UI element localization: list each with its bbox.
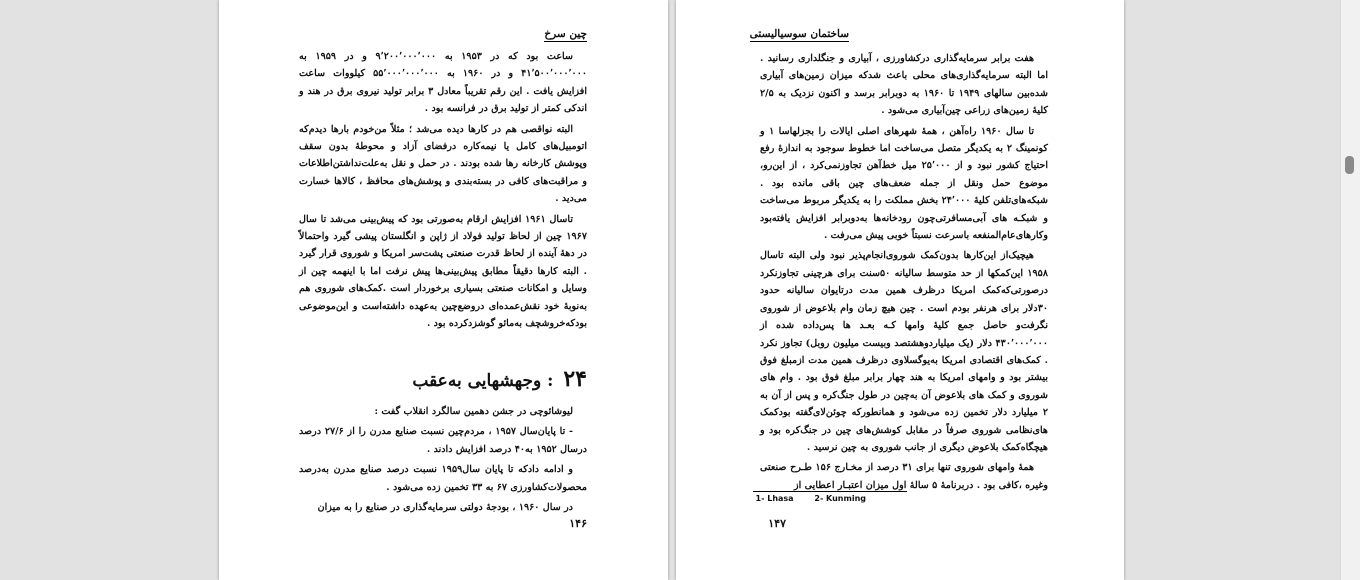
footnotes [756, 494, 884, 503]
paragraph: لیوشائوچی در جشن دهمین سالگرد انقلاب گفت : [374, 406, 573, 417]
page-number: ۱۴۷ [768, 517, 786, 530]
page-body-bottom [299, 403, 587, 519]
footnote-divider [753, 491, 907, 492]
paragraph: تا سال ۱۹۶۰ راه‌آهن ، همهٔ شهرهای اصلی ایالات را بجزلهاسا ۱ و کونمینگ ۲ به یکدیگر متصل می‌ساخت اما خطوط سوجود به اندازهٔ رفع احتیاج کشور نبود و از ۲۵٬۰۰۰ میل خط‌آهن تجاوزنمی‌کرد ، از این‌رو، موضوع حمل ونقل از جمله ضعف‌های چین باقی مانده بود . شبکه‌های‌تلفن کلیهٔ ۲۴٬۰۰۰ بخش مملکت را به یکدیگر مربوط می‌ساخت و شبکـه های آبی‌مسافرتی‌چون رودخانه‌ها به‌دوبرابر افزایش یافته‌بود وکارهای‌عام‌المنفعه باسرعت نسبتاً خوبی پیش می‌رفت . [760, 125, 1048, 242]
paragraph: ساعت بود که در ۱۹۵۳ به ۹٬۲۰۰٬۰۰۰٬۰۰۰ و در ۱۹۵۹ به ۴۱٬۵۰۰٬۰۰۰٬۰۰۰ و در ۱۹۶۰ به ۵۵٬۰۰۰٬۰۰۰٬۰۰۰ کیلووات ساعت افزایش یافت . این رقم تقریباً معادل ۳ برابر تولید نیروی برق در هند و اندکی کمتر از تولید برق در فرانسه بود . [299, 51, 588, 115]
footnote: 1- Lhasa [755, 494, 794, 503]
paragraph: همهٔ وامهای شوروی تنها برای ۳۱ درصد از مخـارج ۱۵۶ طـرح صنعتی وغیره ،کافی بود . دربرنامهٔ ۵ سالهٔ اول میزان اعتبـار اعطایی از [760, 462, 1048, 491]
paragraph: هیچیک‌از این‌کارها بدون‌کمک شوروی‌انجام‌پذیر نبود ولی البته تاسال ۱۹۵۸ این‌کمکها از حد متوسط سالیانه ۵۰سنت برای هرچینی تجاوزنکرد درصورتی‌که‌کمک امریکا درظرف همین مدت درتایوان سالیانه حدود ۳۰دلار برای هرنفر بودم است . چین هیچ زمان وام بلاعوض از شوروی نگرفت‌و حاصل جمع کلیهٔ وامها کـه بعـد ها پس‌داده شده از ۴۳۰٬۰۰۰٬۰۰۰ دلار (یک میلیاردوهشتصد وبیست میلیون روبل) تجاوز نکرد . کمک‌های اقتصادی امریکا به‌یوگسلاوی درظرف همین مدت ازمبلغ فوق بیشتر بود و وامهای امریکا به هند چهار برابر مبلغ فوق بود . وام های شوروی و کمک های بلاعوض آن به‌چین در طول جنگ‌کره و پس از آن به ۲ میلیارد دلار تخمین زده می‌شود و همانطورکه چوئن‌لای‌گفته بودکمک های‌نظامی شوروی صرفاً در مقابل کوشش‌های چین در جنگ‌کره بود و هیچگاه‌کمک بلاعوض دیگری از جانب شوروی به چین نرسید . [760, 250, 1048, 453]
paragraph: هفت برابر سرمایه‌گذاری درکشاورزی ، آبیاری و جنگلداری رسانید . اما البته سرمایه‌گذاری‌های محلی باعث شدکه میزان زمین‌های آبیاری شده‌بین سالهای ۱۹۴۹ تا ۱۹۶۰ به دوبرابر برسد و اکنون نزدیک به ۲/۵ کلیهٔ زمین‌های زراعی چین‌آبیاری می‌شود . [760, 53, 1048, 117]
paragraph: البته نواقصی هم در کارها دیده می‌شد ؛ مثلاً من‌خودم بارها دیدم‌که اتومبیل‌های کامل یا نیمه‌کاره درفضای آزاد و محوطهٔ بدون سقف وپوشش کارخانه رها شده بودند . در حمل و نقل به‌علت‌نداشتن‌اطلاعات و مراقبت‌های کافی در بسته‌بندی و پوشش‌های محافظ ، کالاها خسارت می‌دید . [299, 123, 587, 205]
paragraph: و ادامه دادکه تا پایان سال۱۹۵۹ نسبت درصد صنایع مدرن به‌درصد محصولات‌کشاورزی ۶۷ به ۳۳ تخمین زده می‌شود . [299, 464, 587, 493]
chapter-heading [412, 366, 587, 392]
chapter-title: وجهشهایی به‌عقب [412, 371, 542, 391]
page-right [676, 0, 1124, 580]
chapter-number: ۲۴ [563, 366, 587, 392]
page-body [760, 50, 1048, 497]
paragraph: در سال ۱۹۶۰ ، بودجهٔ دولتی سرمایه‌گذاری در صنایع را به میزان [317, 502, 573, 514]
page-body-top [299, 48, 587, 336]
paragraph: - تا پایان‌سال ۱۹۵۷ ، مردم‌چین نسبت صنایع مدرن را از ۲۷/۶ درصد درسال ۱۹۵۲ به۴۰ درصد افزایش دادند . [299, 426, 587, 455]
scrollbar-thumb[interactable] [1345, 156, 1354, 174]
paragraph: تاسال ۱۹۶۱ افزایش ارقام به‌صورتی بود که پیش‌بینی می‌شد تا سال ۱۹۶۷ چین از لحاظ تولید فولاد از ژاپن و انگلستان پیشی گیرد واحتمالاً در دههٔ آینده از لحاظ قدرت صنعتی پشت‌سر امریکا و شوروی قرار گیرد . البته کارها دقیقاً مطابق پیش‌بینی‌ها پیش نرفت اما با اینهمه چین از وسایل و امکانات صنعتی بسیاری برخوردار است .کمک‌های شوروی هم به‌نوبهٔ خود نقش‌عمده‌ای دروضع‌چین به‌عهده داشته‌است و این‌موضوعی بودکه‌خروشچف به‌مائو گوشزدکرده بود . [299, 213, 587, 330]
page-number: ۱۴۶ [569, 517, 587, 530]
page-left [219, 0, 668, 580]
footnote: 2- Kunming [814, 494, 866, 503]
running-head: ساختمان سوسیالیستی [749, 28, 849, 40]
vertical-scrollbar[interactable] [1340, 0, 1360, 580]
running-head: چین سرخ [544, 28, 587, 40]
chapter-separator: : [547, 371, 554, 391]
